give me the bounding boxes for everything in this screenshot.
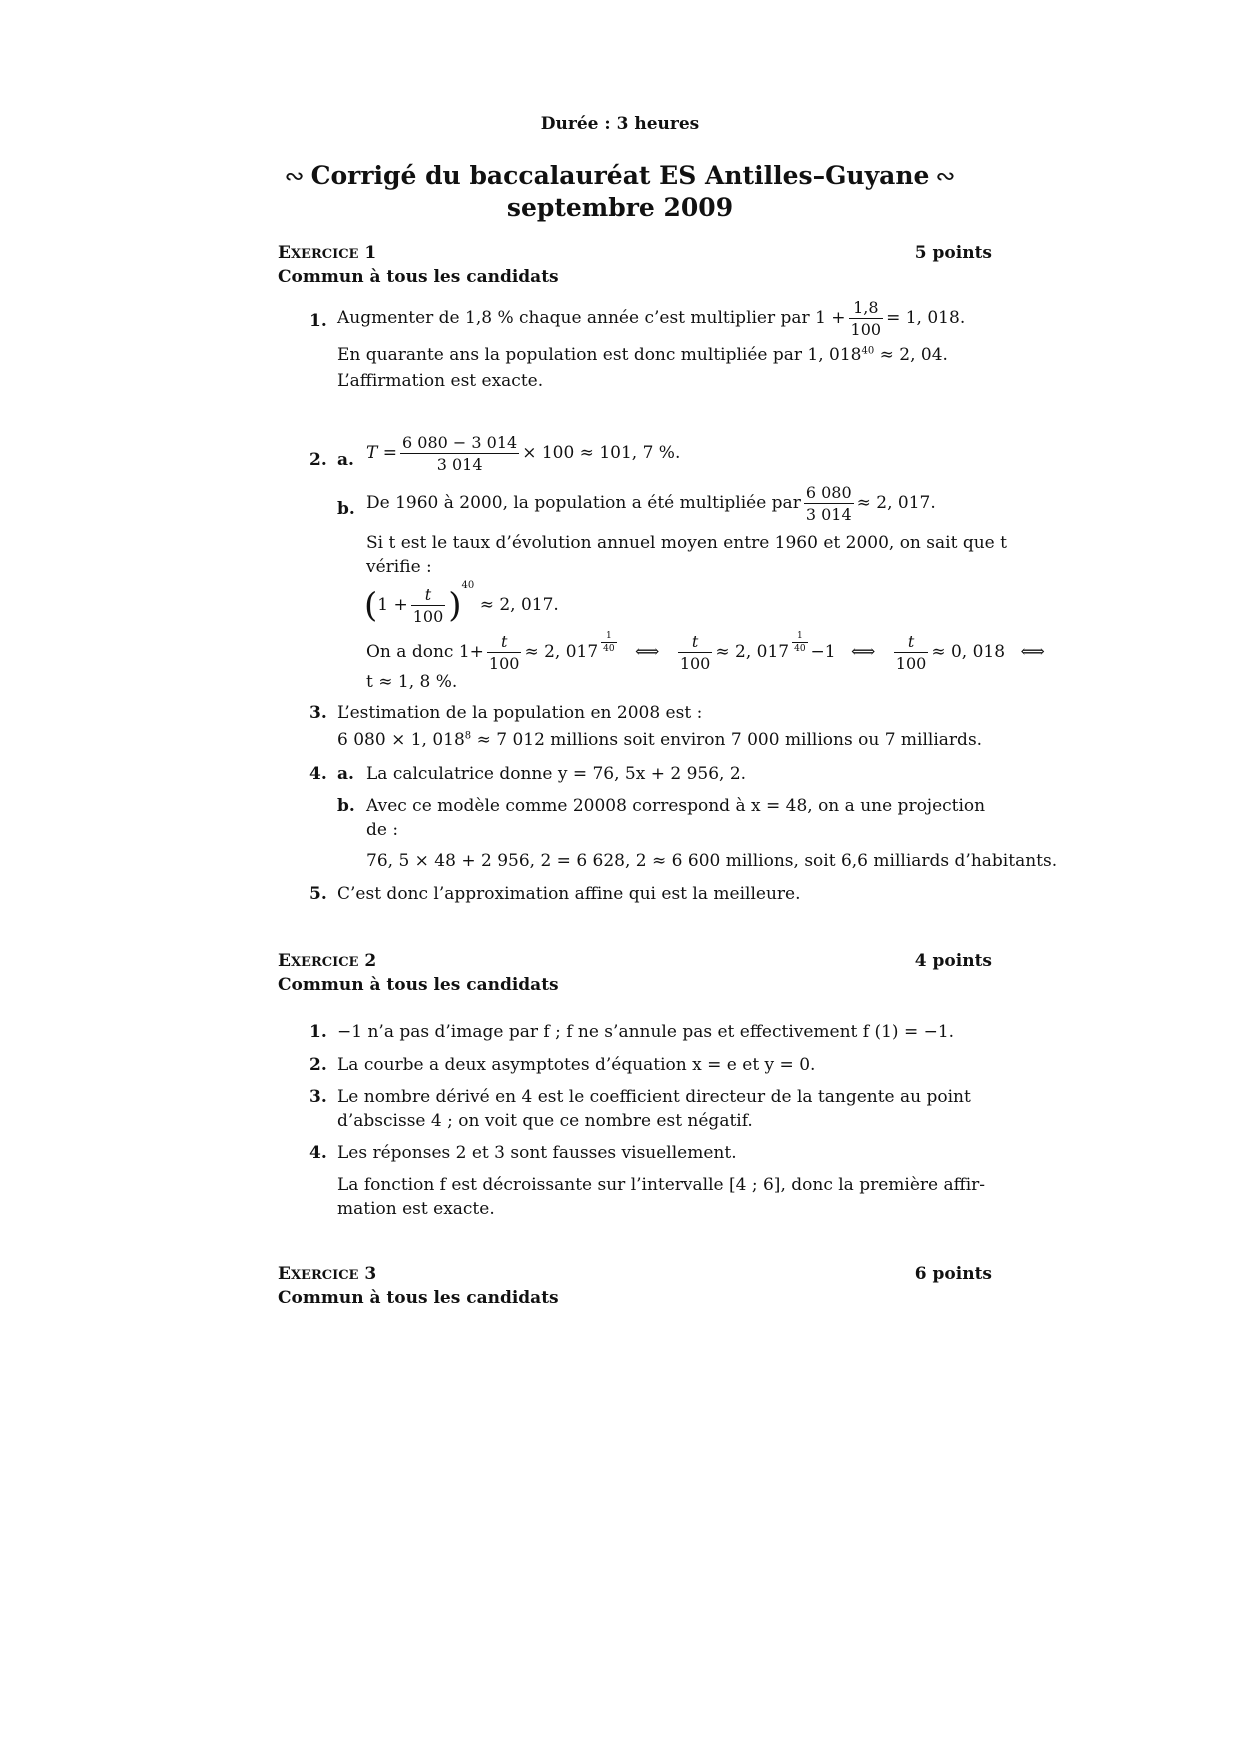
- exercise-2-name: EXERCICE 2: [278, 951, 377, 971]
- fraction: $\frac{6 080 - 3 014}{3 014}$: [402, 433, 518, 474]
- ex2-q4-line3: mation est exacte.: [337, 1199, 495, 1219]
- ex1-q2b-line1: De 1960 à 2000, la population a été multipliée par $\frac{6 080}{3 014}$ ≈ 2, 017.: [366, 483, 936, 524]
- ex2-q3-number: 3.: [309, 1087, 327, 1107]
- ex1-q5-number: 5.: [309, 884, 327, 904]
- exercise-2-subtitle: Commun à tous les candidats: [278, 975, 559, 995]
- ex2-q4-line1: Les réponses 2 et 3 sont fausses visuellement.: [337, 1143, 737, 1163]
- exercise-2-header: [278, 951, 992, 995]
- ex2-q3-line1: Le nombre dérivé en 4 est le coefficient directeur de la tangente au point: [337, 1087, 971, 1107]
- exercise-1-subtitle: Commun à tous les candidats: [278, 267, 559, 287]
- ex1-q3-number: 3.: [309, 703, 327, 723]
- page-title: [0, 160, 1240, 223]
- ex1-q3-line2: 6 080 × 1, $018^8 \approx 7$ 012 millions soit environ 7 000 millions ou 7 milliards.: [337, 730, 983, 750]
- fraction: $\frac{t}{100}$: [895, 632, 927, 673]
- title-line-2: septembre 2009: [506, 193, 734, 222]
- ex1-q2b-line6: t ≈ 1, 8 %.: [366, 672, 458, 692]
- ex1-q2b-line3: vérifie :: [366, 557, 432, 577]
- exercise-3-name: EXERCICE 3: [278, 1264, 377, 1284]
- ex1-q4a-line: La calculatrice donne y = 76, 5x + 2 956, 2.: [366, 764, 747, 784]
- exponent-fraction: $\frac{1}{40}$: [603, 631, 615, 654]
- ex1-q5-line: C’est donc l’approximation affine qui est la meilleure.: [337, 884, 801, 904]
- ornament-left-icon: ∾: [284, 162, 305, 190]
- ex1-q1-line2: En quarante ans la population est donc multipliée par 1, $018^{40} \approx 2$, 04.: [337, 345, 948, 365]
- ex1-q3-line1: L’estimation de la population en 2008 est :: [337, 703, 703, 723]
- ex2-q2-number: 2.: [309, 1055, 327, 1075]
- exercise-1-points: 5 points: [914, 243, 992, 263]
- duration-heading: Durée : 3 heures: [540, 114, 700, 134]
- ex1-q4b-line3: 76, 5 × 48 + 2 956, 2 = 6 628, 2 ≈ 6 600 millions, soit 6,6 milliards d’habitants.: [366, 851, 1058, 871]
- ex1-q4b-line2: de :: [366, 820, 399, 840]
- ex2-q1-number: 1.: [309, 1022, 327, 1042]
- ex2-q3-line2: d’abscisse 4 ; on voit que ce nombre est négatif.: [337, 1111, 753, 1131]
- exercise-1-header: [278, 243, 992, 287]
- exercise-1-name: EXERCICE 1: [278, 243, 377, 263]
- ornament-right-icon: ∾: [935, 162, 956, 190]
- ex1-q2b-line5: On a donc 1+ $\frac{t}{100}$ ≈ 2, 017 $\frac{1}{40}$ ⟺ $\frac{t}{100}$ ≈ 2, 017 $\frac{1}{40}$ −1 ⟺ $\frac{t}{100}$ ≈ 0, 018 ⟺: [366, 631, 1045, 673]
- ex2-q1-line: −1 n’a pas d’image par f ; f ne s’annule pas et effectivement f (1) = −1.: [337, 1022, 955, 1042]
- ex1-q4b-line1: Avec ce modèle comme 20008 correspond à x = 48, on a une projection: [366, 796, 986, 816]
- exercise-2-points: 4 points: [914, 951, 992, 971]
- ex1-q2b-line2: Si t est le taux d’évolution annuel moyen entre 1960 et 2000, on sait que t: [366, 533, 1007, 553]
- ex1-q1-number: 1.: [309, 311, 327, 331]
- ex1-q1-line3: L’affirmation est exacte.: [337, 371, 544, 391]
- fraction: $\frac{t}{100}$: [488, 632, 520, 673]
- ex1-q2b-line4: (1 + $\frac{t}{100}$ )$^{40}$ ≈ 2, 017.: [364, 580, 559, 626]
- exercise-3-points: 6 points: [914, 1264, 992, 1284]
- ex1-q2b-label: b.: [337, 499, 355, 519]
- fraction: $\frac{t}{100}$: [679, 632, 711, 673]
- ex1-q4-number: 4.: [309, 764, 327, 784]
- title-line-1: Corrigé du baccalauréat ES Antilles–Guyane: [310, 161, 930, 190]
- ex1-q2a-line: T = $\frac{6 080 - 3 014}{3 014}$ × 100 ≈ 101, 7 %.: [366, 433, 681, 474]
- fraction: $\frac{6 080}{3 014}$: [805, 483, 852, 524]
- ex1-q2-number: 2.: [309, 450, 327, 470]
- exercise-3-subtitle: Commun à tous les candidats: [278, 1288, 559, 1308]
- exponent-fraction: $\frac{1}{40}$: [794, 631, 806, 654]
- ex1-q4b-label: b.: [337, 796, 355, 816]
- ex1-q1-line1: Augmenter de 1,8 % chaque année c’est multiplier par 1 + $\frac{1,8}{100}$ = 1, 018.: [337, 298, 966, 339]
- fraction: $\frac{1,8}{100}$: [850, 298, 882, 339]
- exercise-3-header: [278, 1264, 992, 1308]
- ex1-q2a-label: a.: [337, 450, 354, 470]
- ex2-q2-line: La courbe a deux asymptotes d’équation x = e et y = 0.: [337, 1055, 816, 1075]
- ex1-q4a-label: a.: [337, 764, 354, 784]
- ex2-q4-line2: La fonction f est décroissante sur l’intervalle [4 ; 6], donc la première affir-: [337, 1175, 986, 1195]
- fraction: $\frac{t}{100}$: [412, 585, 444, 626]
- ex2-q4-number: 4.: [309, 1143, 327, 1163]
